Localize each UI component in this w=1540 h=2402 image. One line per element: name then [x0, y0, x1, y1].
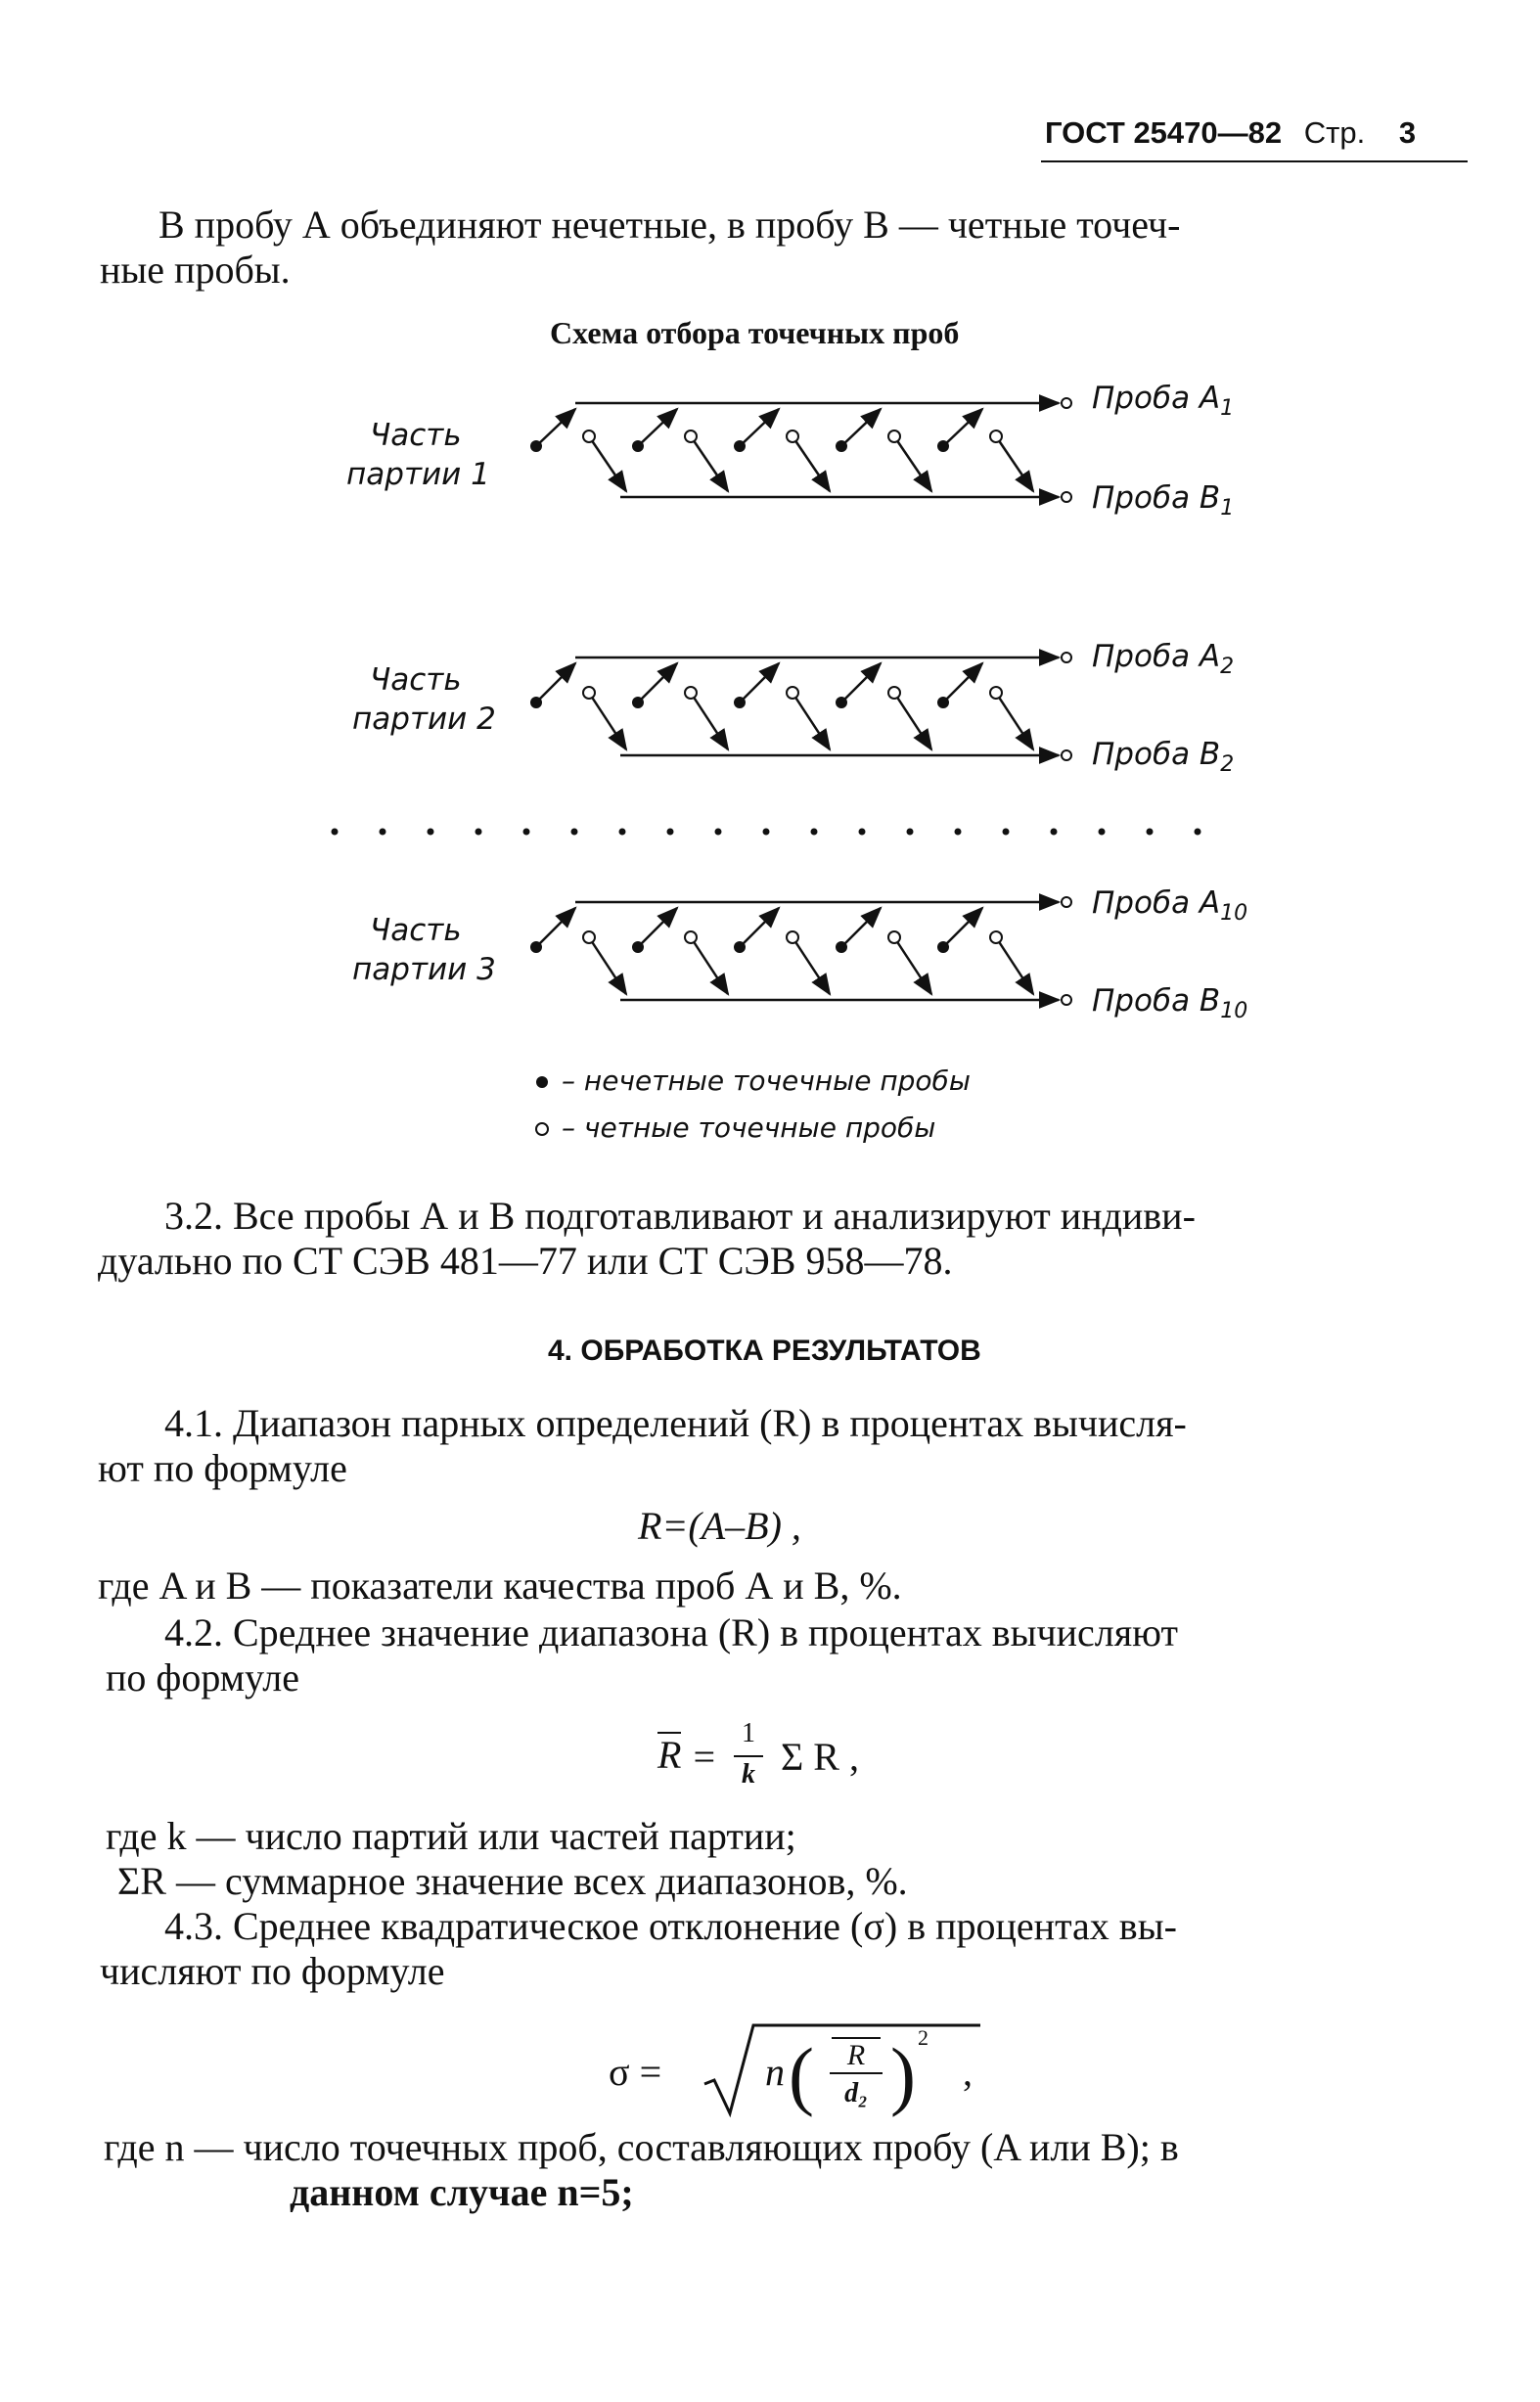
page-label: Стр. [1303, 115, 1366, 150]
intro-line-1: В пробу А объединяют нечетные, в пробу В — четные точеч- [159, 203, 1181, 247]
legend-odd-text: – нечетные точечные пробы [562, 1065, 971, 1097]
even-sample-arrow [691, 693, 728, 749]
part-label-2a: Часть [370, 662, 462, 698]
even-sample-dot [990, 931, 1002, 943]
odd-sample-dot [836, 697, 847, 708]
odd-sample-dot [937, 941, 949, 953]
odd-sample-dot [632, 440, 644, 452]
separator-dot [715, 829, 722, 836]
separator-dot [428, 829, 434, 836]
formula-sum-r: Σ R , [781, 1735, 859, 1779]
formula-sigma-n: n [765, 2050, 785, 2094]
separator-dot [907, 829, 914, 836]
odd-sample-dot [734, 941, 746, 953]
probe-b-terminal [1062, 492, 1071, 502]
page-number: 3 [1398, 115, 1417, 150]
even-sample-arrow [793, 693, 830, 749]
odd-sample-arrow [740, 663, 779, 702]
probe-b-terminal [1062, 750, 1071, 760]
separator-dot [1099, 829, 1106, 836]
odd-sample-arrow [536, 663, 575, 702]
paren-left: ( [789, 2032, 814, 2117]
formula-r-bar: R [657, 1733, 682, 1777]
even-sample-arrow [894, 937, 931, 994]
even-sample-dot [888, 431, 900, 442]
odd-sample-dot [937, 697, 949, 708]
odd-sample-arrow [536, 409, 575, 446]
even-sample-dot [888, 687, 900, 699]
formula-frac-bar [734, 1755, 763, 1757]
probe-a-terminal [1062, 398, 1071, 408]
legend-odd-dot [536, 1076, 548, 1088]
even-sample-arrow [793, 937, 830, 994]
separator-dot [667, 829, 674, 836]
p42-line-2: по формуле [106, 1655, 299, 1700]
p42-where-1: где k — число партий или частей партии; [106, 1814, 796, 1858]
frac-bar [830, 2072, 883, 2074]
intro-line-2: ные пробы. [100, 248, 291, 292]
probe-b10-label: Проба $B_{10}$ [1092, 983, 1248, 1024]
formula-sigma-lhs: σ = [609, 2050, 662, 2094]
p32-line-2: дуально по СТ СЭВ 481—77 или СТ СЭВ 958—78. [98, 1239, 953, 1283]
even-sample-dot [787, 931, 798, 943]
probe-b1-label: Проба $B_1$ [1092, 480, 1235, 521]
even-sample-dot [787, 431, 798, 442]
legend-markers [528, 1065, 558, 1143]
standard-number: ГОСТ 25470—82 [1045, 115, 1283, 150]
even-sample-arrow [691, 937, 728, 994]
separator-dot [1051, 829, 1058, 836]
formula-r: R=(A–B) , [638, 1504, 801, 1548]
separator-dot [1147, 829, 1154, 836]
p42-line-1: 4.2. Среднее значение диапазона (R) в процентах вычисляют [164, 1610, 1178, 1654]
separator-dot [523, 829, 530, 836]
part-label-3b: партии 3 [352, 952, 496, 987]
separator-dot [380, 829, 386, 836]
formula-exponent: 2 [918, 2025, 929, 2050]
separator-dot [571, 829, 578, 836]
odd-sample-dot [836, 941, 847, 953]
separator-dot [859, 829, 866, 836]
even-sample-dot [787, 687, 798, 699]
odd-sample-dot [937, 440, 949, 452]
even-sample-arrow [894, 693, 931, 749]
odd-sample-dot [632, 941, 644, 953]
p43-where-2: данном случае n=5; [290, 2170, 634, 2214]
odd-sample-arrow [638, 409, 677, 446]
probe-a-terminal [1062, 897, 1071, 907]
part-label-2b: партии 2 [352, 702, 496, 737]
p41-where: где A и B — показатели качества проб А и В, %. [98, 1564, 902, 1608]
scheme-title: Схема отбора точечных проб [550, 315, 960, 350]
separator-dot [811, 829, 818, 836]
frac-den: d₂ [844, 2078, 868, 2108]
odd-sample-arrow [841, 409, 881, 446]
odd-sample-arrow [943, 663, 982, 702]
odd-sample-dot [530, 941, 542, 953]
separator-dot [476, 829, 482, 836]
even-sample-dot [888, 931, 900, 943]
part-label-1b: партии 1 [346, 457, 490, 492]
probe-b-terminal [1062, 995, 1071, 1005]
p43-where-1: где n — число точечных проб, составляющих пробу (A или B); в [104, 2125, 1179, 2169]
formula-sigma [599, 2010, 990, 2127]
part-label-3a: Часть [370, 913, 462, 948]
separator-dot [1195, 829, 1201, 836]
part-label-1a: Часть [370, 418, 462, 453]
odd-sample-dot [836, 440, 847, 452]
even-sample-dot [583, 931, 595, 943]
odd-sample-arrow [943, 908, 982, 947]
odd-sample-arrow [536, 908, 575, 947]
formula-eq: = [691, 1735, 717, 1779]
even-sample-dot [583, 431, 595, 442]
separator-dot [955, 829, 962, 836]
separator-dot [332, 829, 339, 836]
probe-a1-label: Проба $A_1$ [1092, 381, 1235, 422]
odd-sample-arrow [841, 663, 881, 702]
probe-a10-label: Проба $A_{10}$ [1092, 885, 1248, 927]
legend-even-text: – четные точечные пробы [562, 1111, 936, 1144]
even-sample-dot [583, 687, 595, 699]
section-4-title: 4. ОБРАБОТКА РЕЗУЛЬТАТОВ [548, 1335, 981, 1367]
formula-frac-num: 1 [742, 1718, 755, 1748]
formula-frac-den: k [742, 1759, 755, 1790]
probe-a2-label: Проба $A_2$ [1092, 639, 1235, 680]
formula-r-mean [657, 1718, 980, 1800]
even-sample-dot [990, 431, 1002, 442]
even-sample-arrow [894, 436, 931, 491]
odd-sample-dot [734, 697, 746, 708]
even-sample-arrow [589, 693, 626, 749]
p41-line-2: ют по формуле [98, 1446, 347, 1490]
p41-line-1: 4.1. Диапазон парных определений (R) в процентах вычисля- [164, 1401, 1187, 1445]
separator-dot [619, 829, 626, 836]
even-sample-dot [685, 931, 697, 943]
odd-sample-arrow [638, 908, 677, 947]
frac-num: R [832, 2037, 881, 2072]
odd-sample-arrow [638, 663, 677, 702]
odd-sample-dot [530, 697, 542, 708]
even-sample-arrow [996, 693, 1033, 749]
legend-even-dot [536, 1123, 548, 1135]
separator-dot [1003, 829, 1010, 836]
even-sample-arrow [691, 436, 728, 491]
p32-line-1: 3.2. Все пробы А и В подготавливают и анализируют индиви- [164, 1194, 1196, 1238]
even-sample-dot [990, 687, 1002, 699]
even-sample-arrow [589, 436, 626, 491]
odd-sample-arrow [841, 908, 881, 947]
paren-right: ) [890, 2032, 916, 2117]
odd-sample-arrow [943, 409, 982, 446]
odd-sample-arrow [740, 409, 779, 446]
odd-sample-dot [632, 697, 644, 708]
odd-sample-dot [530, 440, 542, 452]
odd-sample-dot [734, 440, 746, 452]
odd-sample-arrow [740, 908, 779, 947]
p43-line-2: числяют по формуле [100, 1949, 445, 1993]
p43-line-1: 4.3. Среднее квадратическое отклонение (σ) в процентах вы- [164, 1904, 1177, 1948]
p42-where-2: ΣR — суммарное значение всех диапазонов, %. [117, 1859, 908, 1903]
even-sample-arrow [793, 436, 830, 491]
probe-b2-label: Проба $B_2$ [1092, 737, 1235, 778]
even-sample-dot [685, 687, 697, 699]
even-sample-arrow [589, 937, 626, 994]
even-sample-arrow [996, 937, 1033, 994]
formula-comma: , [963, 2050, 973, 2094]
separator-dot [763, 829, 770, 836]
even-sample-dot [685, 431, 697, 442]
even-sample-arrow [996, 436, 1033, 491]
probe-a-terminal [1062, 653, 1071, 662]
